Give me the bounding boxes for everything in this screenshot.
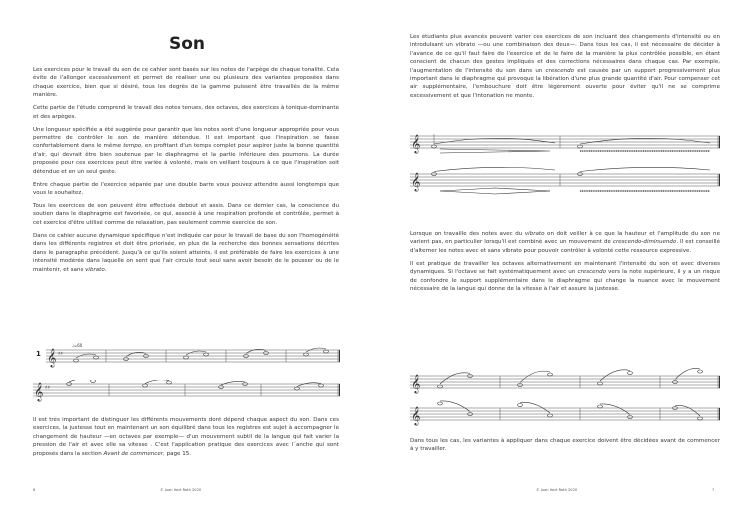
svg-text:𝄞: 𝄞 — [47, 348, 57, 367]
paragraph-r4: Dans tous les cas, les variantes à appliquer dans chaque exercice doivent être décidées avant de commencer à y travailler. — [410, 438, 720, 453]
page-title: Son — [168, 34, 206, 54]
right-text-bottom — [410, 437, 720, 458]
paragraph-r1: Les étudiants plus avancés peuvent varier ces exercices de son incluant des changements d'intensité ou en introdulsant un vibrato —ou une combinaison des deux—. Dans tous les cas, il est nécessaire de décider à l'avance de ce qu'il faut faire de l'exercice et de le faire de la manière la plus contrôlée possible, en étant conscient de chacun des gestes impliqués et des corrections nécessaires dans chaque cas. Par exemple, l'augmentation de l'intensité du son dans un crescendo est causée par un support progressivement plus important dans le diaphragme qui provoque la libération d'une plus grande quantité d'air. Pour compenser cet air supplémentaire, l'embouchure doit être légèrement ouverte pour éviter qu'il ne se comprime excessivement et que l'intonation ne monte. — [410, 34, 720, 99]
paragraph-3: Une longueur spécifiée a été suggérée pour garantir que les notes sont d'une longueur appropriée pour vous permettre de contrôler le son de manière détendue. Il est important que l'inspiration se fasse confortablement dans le même tempo, en profitant d'un temps complet pour aspirer juste la bonne quantité d'air, qui devrait être bien soutenue par le diaphragme et la partie inférieure des poumons. La durée proposée pour ces exercices peut être variée à volonté, mais en veillant toujours à ce que l'inspiration soit détendue et en un seul geste. — [33, 126, 339, 175]
svg-text:𝄞: 𝄞 — [34, 382, 44, 401]
paragraph-4: Entre chaque partie de l'exercice séparée par une double barre vous pouvez attendre aussi longtemps que vous le souhaitez. — [33, 181, 339, 197]
right-text-top — [410, 33, 720, 105]
copyright-right: © Juan Hart Roth 2020 — [536, 488, 578, 492]
svg-text:𝄞: 𝄞 — [411, 406, 421, 425]
paragraph-r2: Lorsque on travaille des notes avec du vibrato on doit veiller à ce que la hauteur et l'amplitude du son ne varient pas, en particulier lorsqu'il est combiné avec un mouvement de crescendo-diminuendo. Il est conseillé d'alterner les notes avec et sans vibrato pour pouvoir contrôler à volonté cette ressource expressive. — [410, 231, 720, 254]
page-number-right: 7 — [712, 488, 715, 492]
music-staff-r3 — [410, 368, 720, 394]
music-staff-r2 — [410, 166, 720, 196]
tempo-mark: ♩=60 — [72, 343, 83, 348]
svg-text:♯♯: ♯♯ — [58, 351, 63, 357]
music-staff-2 — [33, 380, 340, 402]
paragraph-2: Cette partie de l'étude comprend le travail des notes tenues, des octaves, des exercices à tonique-dominante et des arpèges. — [33, 105, 339, 120]
music-staff-1 — [46, 346, 340, 368]
right-text-middle — [410, 230, 720, 298]
svg-text:𝄞: 𝄞 — [411, 134, 421, 153]
closing-text — [33, 416, 339, 463]
svg-text:𝄞: 𝄞 — [411, 374, 421, 393]
copyright-left: © Juan Hart Roth 2020 — [160, 488, 202, 492]
page-number-left: 6 — [33, 488, 36, 492]
svg-text:♯♯: ♯♯ — [45, 385, 50, 391]
paragraph-1: Les exercices pour le travail du son de ce cahier sont basés sur les notes de l'arpège de chaque tonalité. Cela évite de l'allonger excessivement et permet de réaliser une ou plusieurs des variantes proposées dans chaque exercice, bien que si désiré, tous les degrés de la gamme puissent être travaillés de la même manière. — [33, 67, 339, 99]
paragraph-7: Il est très important de distinguer les différents mouvements dont dépend chaque aspect du son. Dans ces exercices, la justesse tout en maintenant un son équilibré dans tous les registres est sujet à accompagner le changement de hauteur —en octaves par exemple— d'un mouvement subtil de la langue qui fait varier la pression de l'air et avec elle sa vitesse . C'est l'application pratique des exercices avec l´anche qui sont proposés dans la section Avant de commencer, page 15. — [33, 417, 339, 457]
intro-text — [33, 66, 339, 279]
paragraph-r3: Il est pratique de travailler les octaves alternativement en maintenant l'intensité du son et avec diverses dynamiques. Si l'octave se fait systématiquement avec un crescendo vers la note supérieure, il y a un risque de confondre le support supplémentaire dans le diaphragme qui change la nuance avec le mouvement nécessaire de la langue qui donne de la vitesse à l'air et assure la justesse. — [410, 260, 720, 293]
music-staff-r1 — [410, 128, 720, 158]
svg-text:𝄞: 𝄞 — [411, 172, 421, 191]
paragraph-6: Dans ce cahier aucune dynamique spécifique n'est indiquée car pour le travail de base du son l'homogénéité dans les différents registres et doit être priorisée, en plus de la recherche des bonnes sensations décrites dans le paragraphe précédent. Jusqu'à ce qu'ils soient atteints, il est préférable de faire les exercices à une intensité modérée dans laquelle on sent que l'air circule tout seul sans avoir besoin de le pousser ou de le maintenir, et sans vibrato. — [33, 232, 339, 273]
paragraph-5: Tous les exercices de son peuvent être effectués debout et assis. Dans ce dernier cas, la conscience du soutien dans le diaphragme est favorisée, ce qui, associé à une respiration profonde et contrôlée, permet à cet exercice d'être utilisé comme de relaxation, pas seulement comme exercice de son. — [33, 203, 339, 226]
exercise-number: 1 — [36, 350, 41, 358]
music-staff-r4 — [410, 400, 720, 426]
